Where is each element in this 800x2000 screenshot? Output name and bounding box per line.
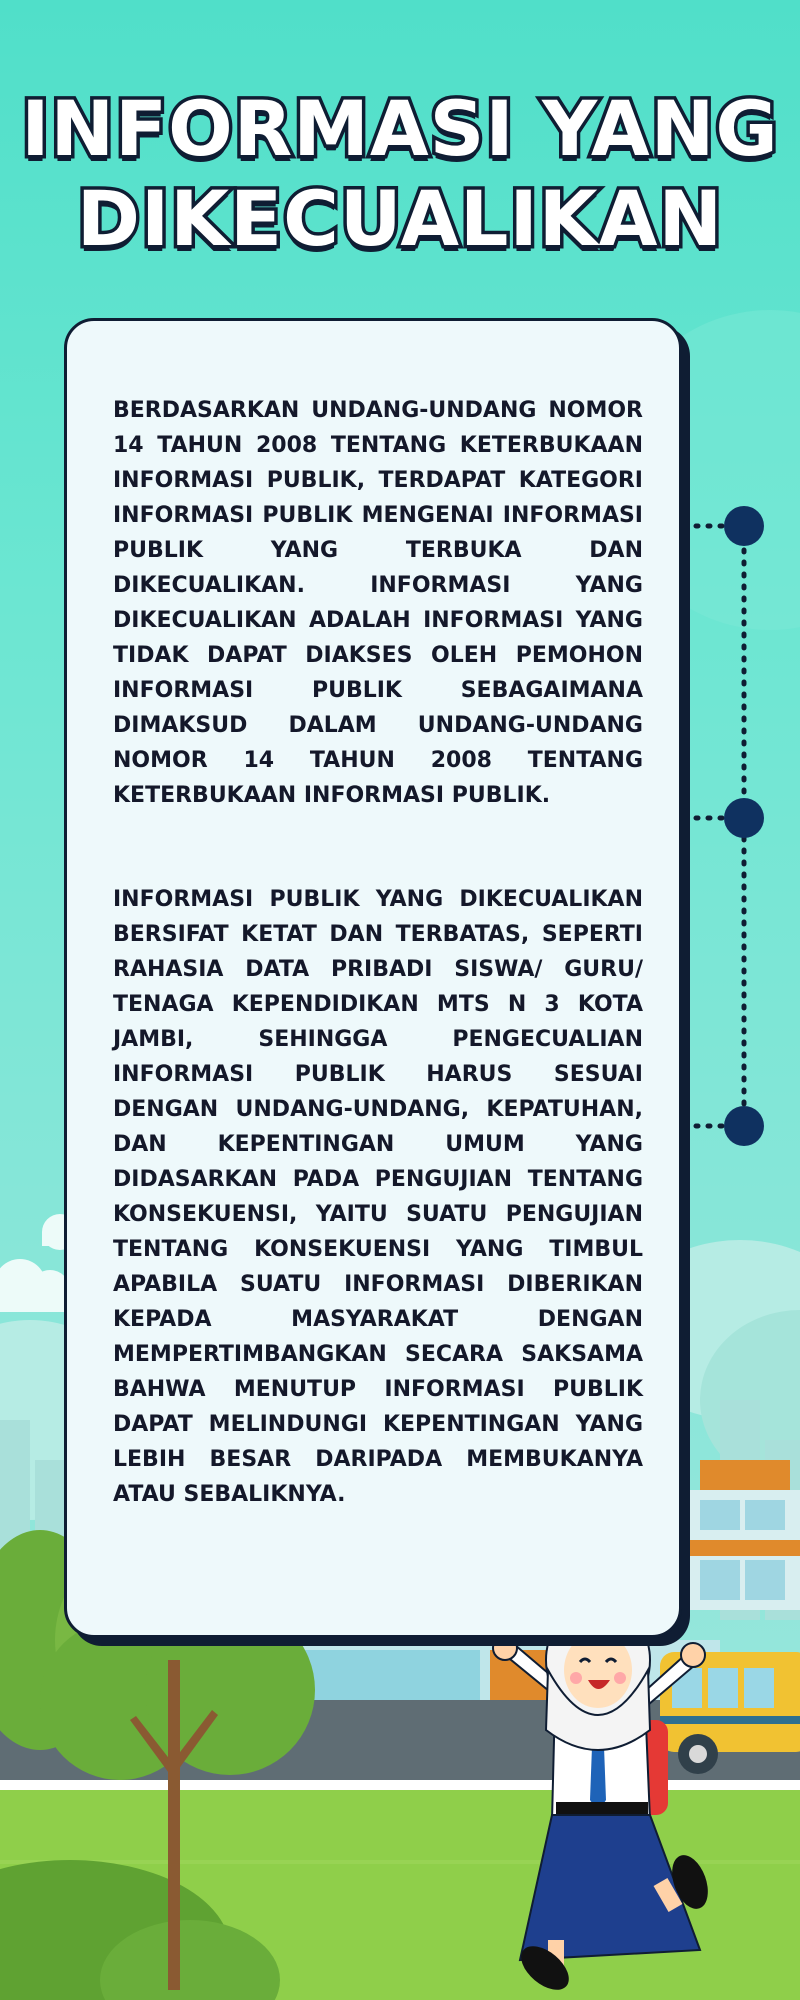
timeline-dot	[724, 1106, 764, 1146]
page-title	[0, 84, 800, 264]
timeline-dot	[724, 506, 764, 546]
school-building-illustration	[690, 1460, 800, 1610]
title-line-2: DIKECUALIKAN	[76, 174, 724, 263]
title-line-1: INFORMASI YANG	[21, 84, 779, 173]
timeline-decoration	[690, 500, 770, 1160]
timeline-dot	[724, 798, 764, 838]
paragraph-restricted-info: INFORMASI PUBLIK YANG DIKECUALIKAN BERSIFAT KETAT DAN TERBATAS, SEPERTI RAHASIA DATA PRIBADI SISWA/ GURU/ TENAGA KEPENDIDIKAN MTS N 3 KOTA JAMBI, SEHINGGA PENGECUALIAN INFORMASI PUBLIK HARUS SESUAI DENGAN UNDANG-UNDANG, KEPATUHAN, DAN KEPENTINGAN UMUM YANG DIDASARKAN PADA PENGUJIAN TENTANG KONSEKUENSI, YAITU SUATU PENGUJIAN TENTANG KONSEKUENSI YANG TIMBUL APABILA SUATU INFORMASI DIBERIKAN KEPADA MASYARAKAT DENGAN MEMPERTIMBANGKAN SECARA SAKSAMA BAHWA MENUTUP INFORMASI PUBLIK DAPAT MELINDUNGI KEPENTINGAN YANG LEBIH BESAR DARIPADA MEMBUKANYA ATAU SEBALIKNYA.	[113, 887, 643, 1507]
paragraph-definition: BERDASARKAN UNDANG-UNDANG NOMOR 14 TAHUN 2008 TENTANG KETERBUKAAN INFORMASI PUBLIK, TERDAPAT KATEGORI INFORMASI PUBLIK MENGENAI INFORMASI PUBLIK YANG TERBUKA DAN DIKECUALIKAN. INFORMASI YANG DIKECUALIKAN ADALAH INFORMASI YANG TIDAK DAPAT DIAKSES OLEH PEMOHON INFORMASI PUBLIK SEBAGAIMANA DIMAKSUD DALAM UNDANG-UNDANG NOMOR 14 TAHUN 2008 TENTANG KETERBUKAAN INFORMASI PUBLIK.	[113, 398, 643, 808]
